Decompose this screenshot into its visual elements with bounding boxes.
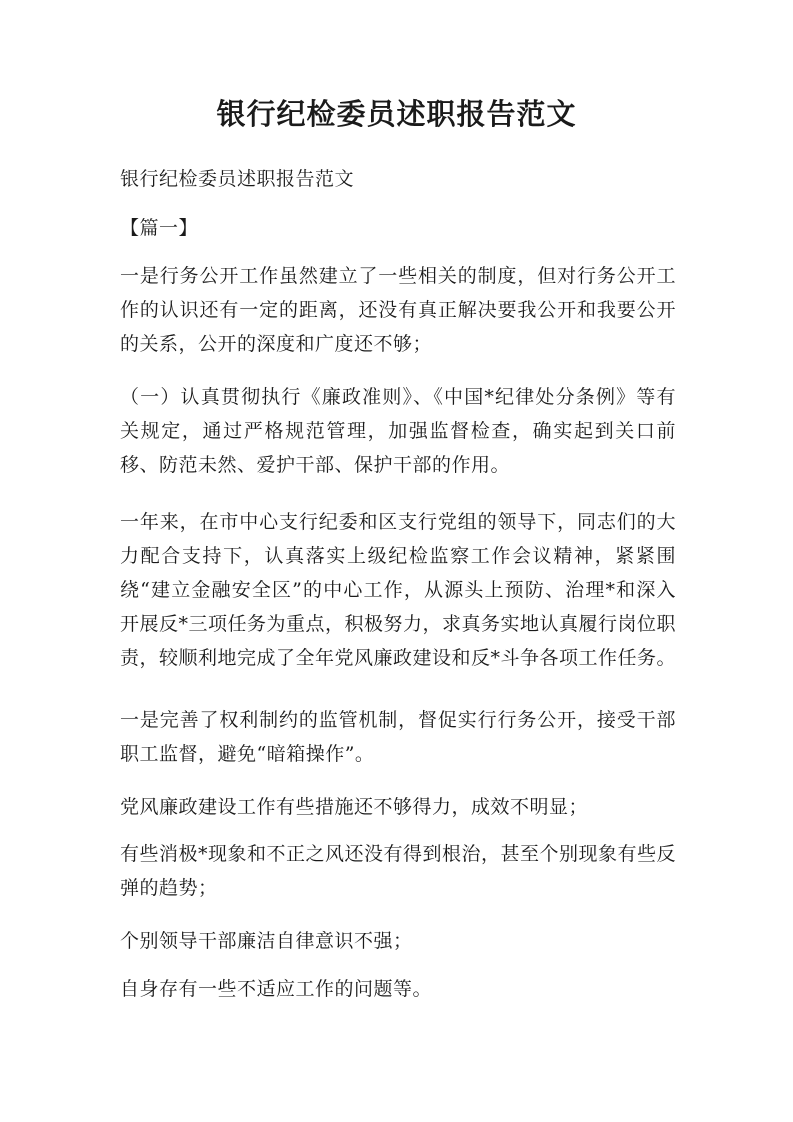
paragraph-8: 自身存有一些不适应工作的问题等。 bbox=[120, 978, 433, 1000]
paragraph-7: 个别领导干部廉洁自律意识不强； bbox=[120, 930, 413, 952]
paragraph-2: （一）认真贯彻执行《廉政准则》、《中国*纪律处分条例》等有关规定，通过严格规范管理，加强监督检查，确实起到关口前移、防范未然、爱护干部、保护干部的作用。 bbox=[120, 386, 676, 476]
document-title: 银行纪检委员述职报告范文 bbox=[216, 97, 577, 131]
paragraph-1: 一是行务公开工作虽然建立了一些相关的制度，但对行务公开工作的认识还有一定的距离，还没有真正解决要我公开和我要公开的关系，公开的深度和广度还不够； bbox=[120, 265, 676, 355]
paragraph-6: 有些消极*现象和不正之风还没有得到根治，甚至个别现象有些反弹的趋势； bbox=[120, 843, 677, 899]
section-marker: 【篇一】 bbox=[120, 217, 199, 239]
paragraph-3: 一年来，在市中心支行纪委和区支行党组的领导下，同志们的大力配合支持下，认真落实上级纪检监察工作会议精神，紧紧围绕“建立金融安全区”的中心工作，从源头上预防、治理*和深入开展反*三项任务为重点，积极努力，求真务实地认真履行岗位职责，较顺利地完成了全年党风廉政建设和反*斗争各项工作任务。 bbox=[120, 511, 677, 669]
paragraph-5: 党风廉政建设工作有些措施还不够得力，成效不明显； bbox=[120, 796, 589, 818]
document-subtitle: 银行纪检委员述职报告范文 bbox=[120, 168, 355, 190]
paragraph-4: 一是完善了权利制约的监管机制，督促实行行务公开，接受干部职工监督，避免“暗箱操作”。 bbox=[120, 709, 676, 765]
